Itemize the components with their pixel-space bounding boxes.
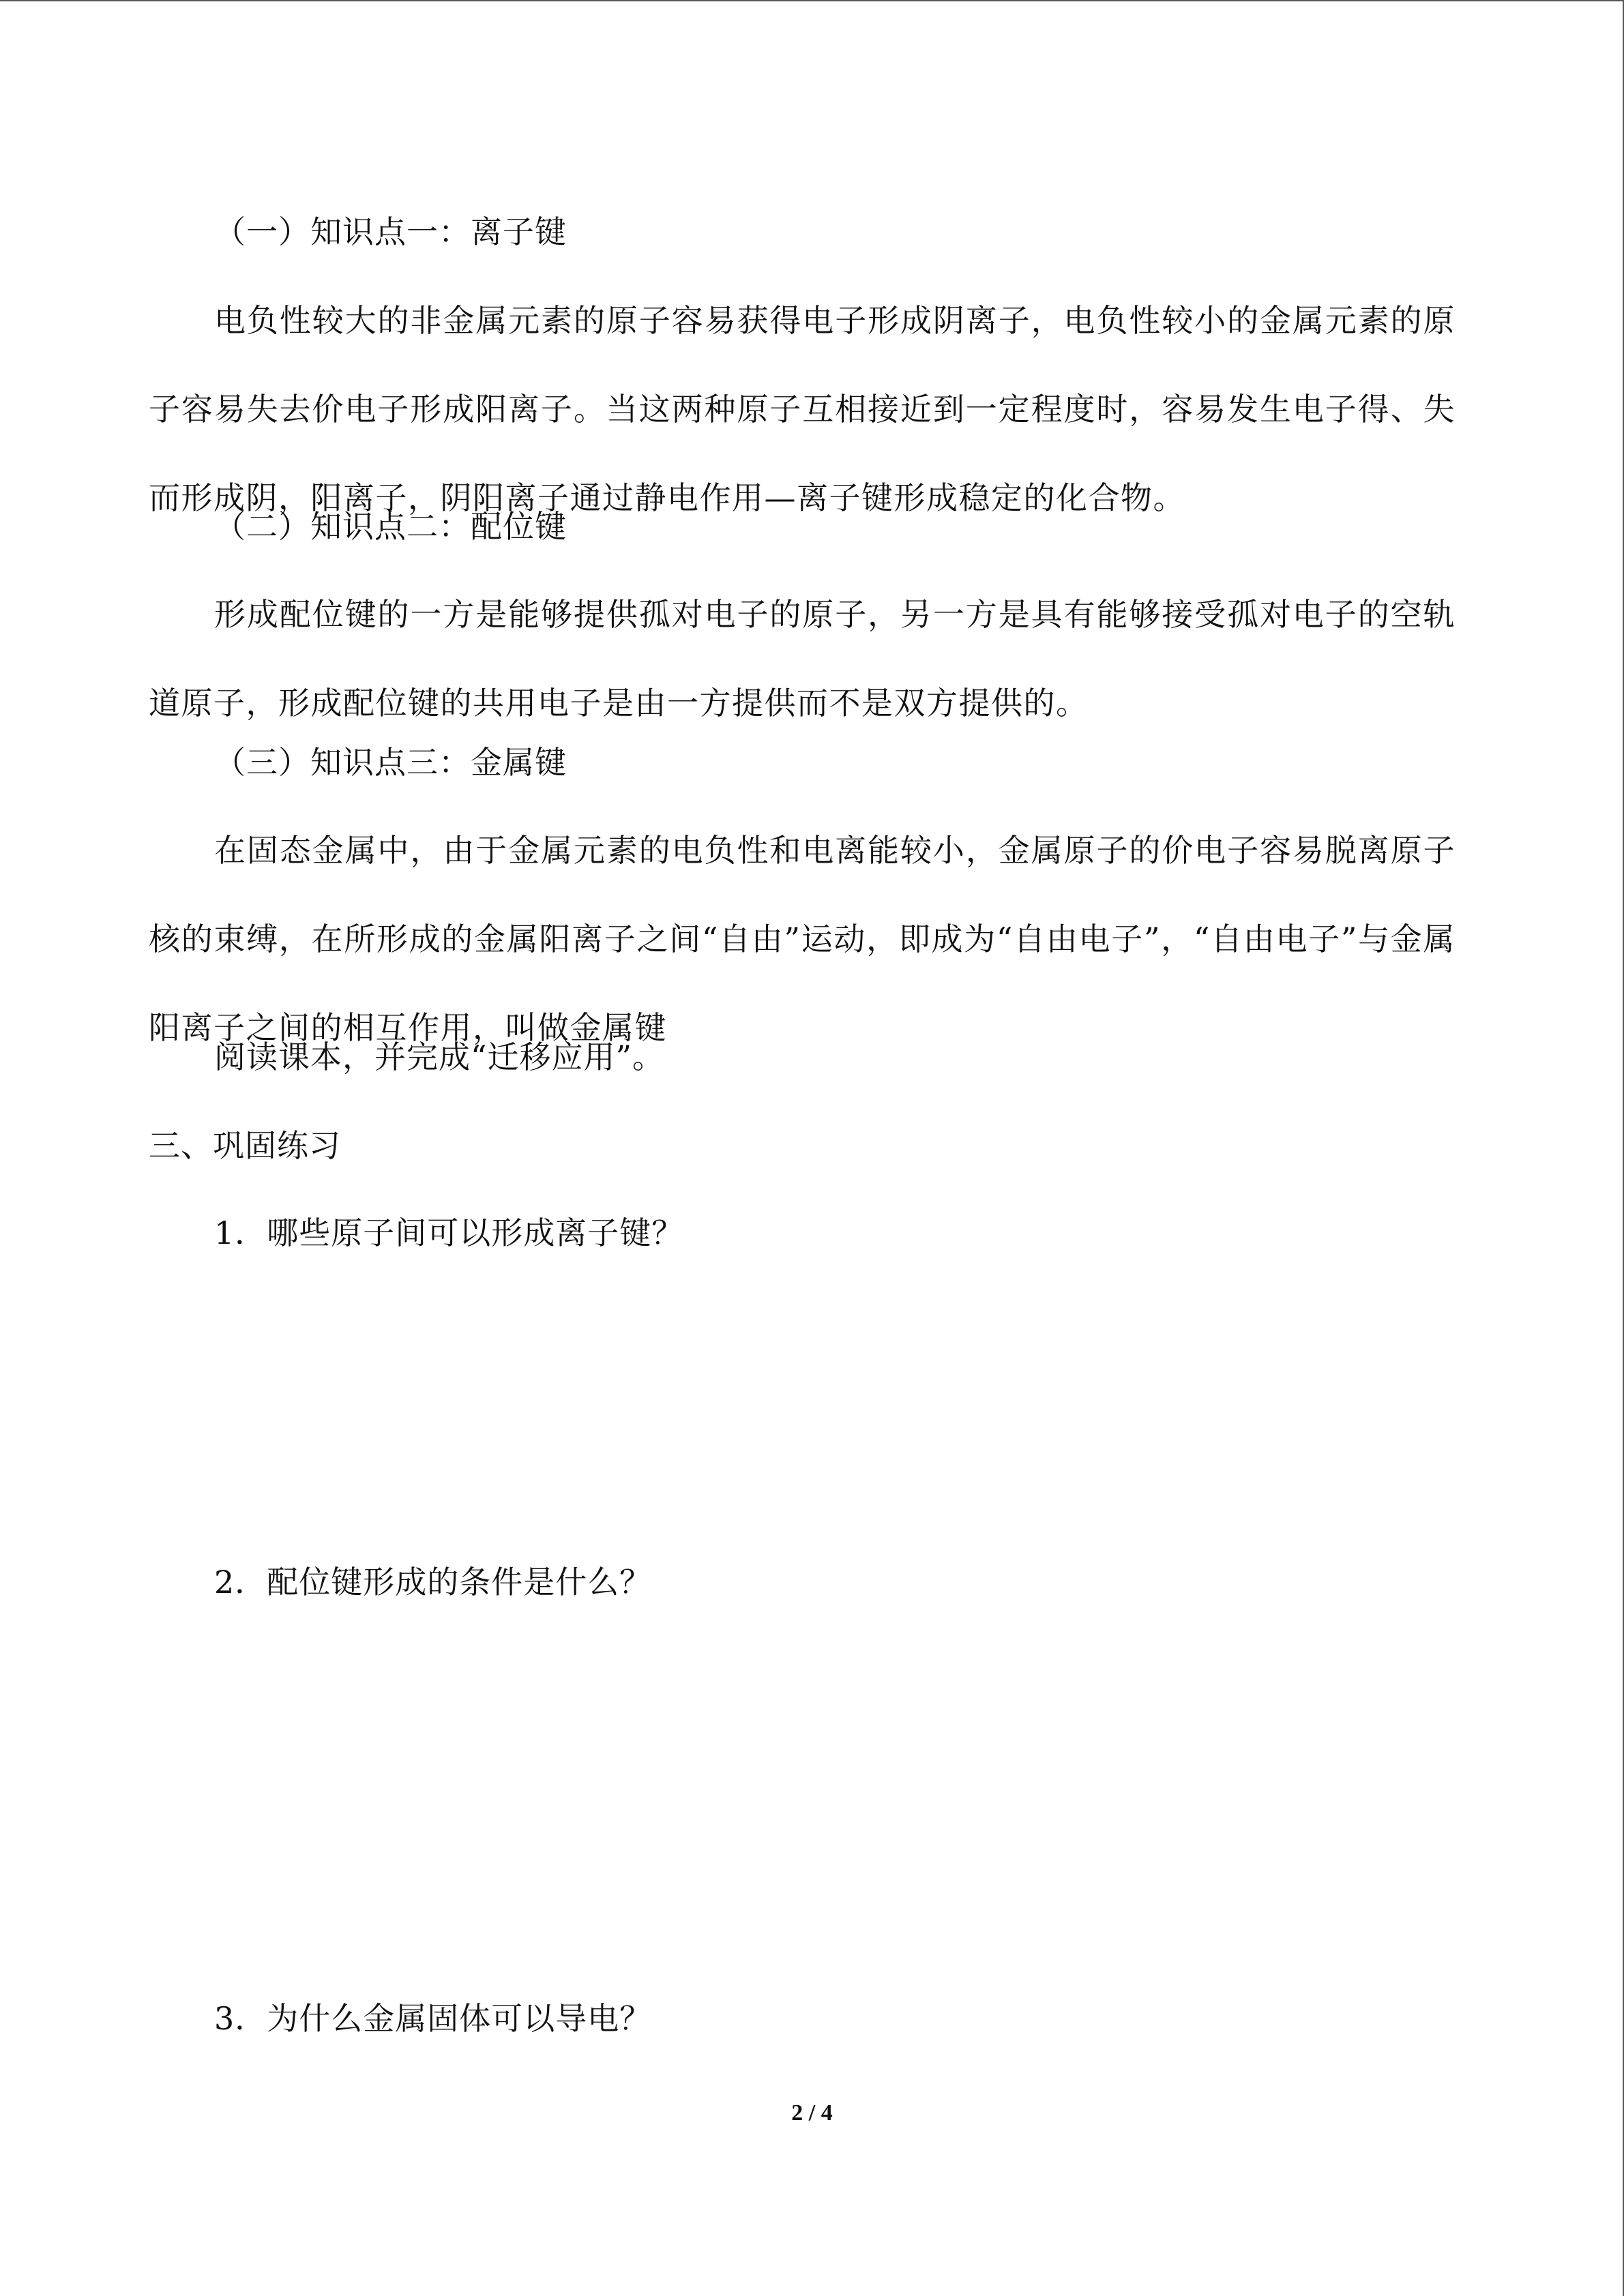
section1-body: 电负性较大的非金属元素的原子容易获得电子形成阴离子，电负性较小的金属元素的原子容易失去价电子形成阳离子。当这两种原子互相接近到一定程度时，容易发生电子得、失而形成阴，阳离子，阴阳离子通过静电作用—离子键形成稳定的化合物。 [149,302,1456,516]
reading-note: 阅读课本，并完成“迁移应用”。 [214,1039,665,1075]
section3-heading: （三）知识点三：金属键 [214,744,567,781]
question-1: 1．哪些原子间可以形成离子键？ [214,1214,684,1251]
question-3: 3．为什么金属固体可以导电？ [214,2000,652,2037]
section2-body: 形成配位键的一方是能够提供孤对电子的原子，另一方是具有能够接受孤对电子的空轨道原子，形成配位键的共用电子是由一方提供而不是双方提供的。 [149,596,1456,721]
question-2: 2．配位键形成的条件是什么？ [214,1564,652,1600]
page-border-top [0,0,1624,1]
section3-body: 在固态金属中，由于金属元素的电负性和电离能较小，金属原子的价电子容易脱离原子核的束缚，在所形成的金属阳离子之间“自由”运动，即成为“自由电子”，“自由电子”与金属阳离子之间的相互作用，叫做金属键 [149,832,1456,1046]
page-number: 2 / 4 [791,2100,833,2126]
practice-heading: 三、巩固练习 [149,1127,341,1164]
section1-heading: （一）知识点一：离子键 [214,213,567,250]
section2-heading: （二）知识点二：配位键 [214,508,567,545]
